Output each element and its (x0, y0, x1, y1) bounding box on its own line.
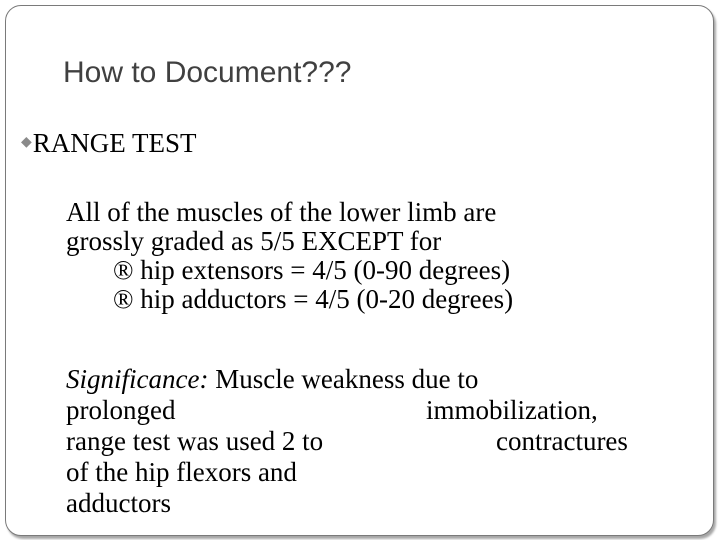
paragraph-line: All of the muscles of the lower limb are (66, 197, 497, 227)
significance-text: immobilization, (426, 395, 598, 425)
significance-text: of the hip flexors and (66, 457, 297, 487)
significance-text: prolonged (66, 395, 176, 425)
paragraph-line: grossly graded as 5/5 EXCEPT for (66, 226, 442, 256)
hip-extensors-item: ® hip extensors = 4/5 (0-90 degrees) (113, 255, 511, 285)
slide-title: How to Document??? (63, 56, 352, 89)
muscle-grade-paragraph (66, 198, 513, 314)
hip-adductors-item: ® hip adductors = 4/5 (0-20 degrees) (113, 284, 514, 314)
significance-text: range test was used 2 to (66, 426, 324, 456)
diamond-bullet-icon: ◆ (21, 134, 32, 150)
slide (5, 5, 714, 536)
significance-text: contractures (496, 426, 628, 456)
significance-text: Muscle weakness due to (208, 364, 479, 394)
significance-text: adductors (66, 488, 171, 518)
section-heading (21, 128, 197, 159)
significance-label: Significance: (66, 364, 209, 394)
section-heading-label: RANGE TEST (32, 128, 197, 158)
